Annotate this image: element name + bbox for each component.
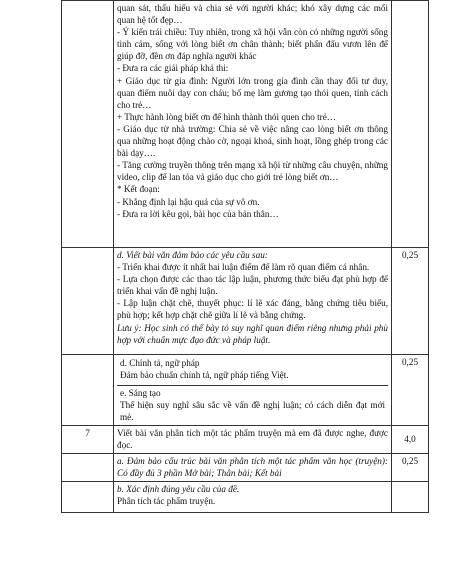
question-prompt: Viết bài văn phân tích một tác phẩm truyện mà em đã được nghe, được đọc. <box>117 428 388 451</box>
criterion-heading: d. Chính tả, ngữ pháp <box>120 358 200 368</box>
content-line: - Tăng cường truyền thông trên mạng xã hội từ những câu chuyện, những video, clip để lan tỏa và giáo dục cho giới trẻ lòng biết ơn… <box>117 160 388 183</box>
table-row <box>62 1 429 248</box>
content-line: - Đưa ra các giải pháp khả thi: <box>117 63 229 74</box>
content-cell <box>114 454 392 482</box>
criterion-heading: b. Xác định đúng yêu cầu của đề. <box>117 484 240 495</box>
content-line: - Triển khai được ít nhất hai luận điểm để làm rõ quan điểm cá nhân. <box>117 262 370 273</box>
number-cell <box>62 454 114 482</box>
criterion-block <box>117 385 388 424</box>
content-cell <box>114 355 392 426</box>
note-text: Lưu ý: Học sinh có thể bày tỏ suy nghĩ quan điểm riêng nhưng phải phù hợp với chuẩn mực đạo đức và pháp luật. <box>117 322 388 345</box>
number-cell <box>62 355 114 426</box>
content-line: + Giáo dục từ gia đình: Người lớn trong gia đình cần thay đổi tư duy, quan điểm nuôi dạy con cháu; bố mẹ làm gương tạo thói quen, tính cách cho trẻ… <box>117 75 388 110</box>
content-line: * Kết đoạn: <box>117 184 160 195</box>
content-line: - Ý kiến trái chiều: Tuy nhiên, trong xã hội vẫn còn có những người sống tình cảm, sống với lòng biết ơn chân thành; biết phấn đấu vươn lên để giúp đỡ, đền ơn đáp nghĩa người khác <box>117 27 388 62</box>
content-line: Thể hiện suy nghĩ sâu sắc về vấn đề nghị luận; có cách diễn đạt mới mẻ. <box>120 400 385 423</box>
content-line: quan sát, thấu hiểu và chia sẻ với người khác; khó xây dựng các mối quan hệ tốt đẹp… <box>117 3 388 26</box>
table-row <box>62 454 429 482</box>
content-line: Phân tích tác phẩm truyện. <box>117 496 216 507</box>
rubric-table <box>61 0 429 513</box>
content-line: - Khẳng định lại hậu quả của sự vô ơn. <box>117 196 260 207</box>
table-row <box>62 482 429 513</box>
content-line: - Đưa ra lời kêu gọi, bài học của bản thân… <box>117 208 279 219</box>
number-cell <box>62 248 114 355</box>
content-line: - Giáo dục từ nhà trường: Chia sẻ về việc nâng cao lòng biết ơn thông qua những hoạt động chào cờ, ngoại khoá, sinh hoạt, lồng ghép trong các bài dạy…. <box>117 123 388 159</box>
criterion-heading: e. Sáng tạo <box>120 388 161 398</box>
score-cell <box>392 1 429 248</box>
score-cell: 0,25 <box>392 355 429 426</box>
table-row <box>62 426 429 454</box>
content-line: + Thực hành lòng biết ơn để hình thành thói quen cho trẻ… <box>117 111 336 122</box>
criterion-heading: d. Viết bài văn đảm bảo các yêu cầu sau: <box>117 250 268 260</box>
score-cell <box>392 482 429 513</box>
number-cell <box>62 1 114 248</box>
score-cell: 0,25 <box>392 454 429 482</box>
criterion-text: a. Đảm bảo cấu trúc bài văn phân tích một tác phẩm văn học (truyện): Có đầy đủ 3 phần Mở bài; Thân bài; Kết bài <box>117 456 388 479</box>
number-cell <box>62 482 114 513</box>
criterion-block <box>117 356 388 385</box>
content-line: - Lựa chọn được các thao tác lập luận, phương thức biểu đạt phù hợp để triển khai vấn đề nghị luận. <box>117 274 388 297</box>
number-cell: 7 <box>62 426 114 454</box>
score-cell: 0,25 <box>392 248 429 355</box>
content-cell <box>114 426 392 454</box>
content-line: Đảm bảo chuẩn chính tả, ngữ pháp tiếng Việt. <box>120 370 289 381</box>
content-cell <box>114 248 392 355</box>
table-row <box>62 248 429 355</box>
score-cell: 4,0 <box>392 426 429 454</box>
content-cell <box>114 1 392 248</box>
table-row <box>62 355 429 426</box>
content-line: - Lập luận chặt chẽ, thuyết phục: lí lẽ xác đáng, bằng chứng tiêu biểu, phù hợp; kết hợp chặt chẽ giữa lí lẽ và bằng chứng. <box>117 298 388 321</box>
content-cell <box>114 482 392 513</box>
